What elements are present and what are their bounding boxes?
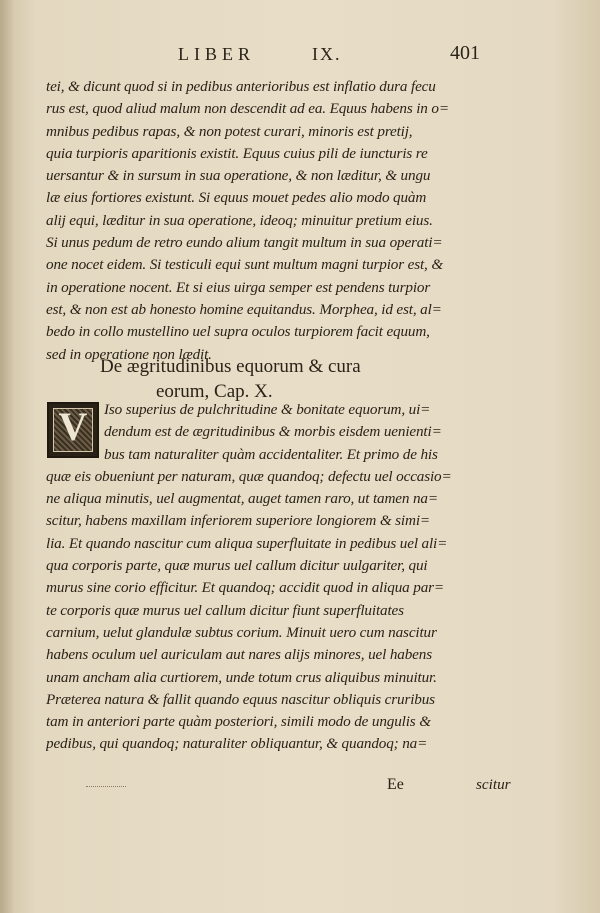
text-line: rus est, quod aliud malum non descendit ad ea. Equus habens in o= — [46, 100, 449, 118]
text-line: dendum est de ægritudinibus & morbis eisdem uenienti= — [104, 423, 442, 441]
chapter-text — [46, 399, 556, 756]
text-line: murus sine corio efficitur. Et quandoq; accidit quod in aliqua par= — [46, 579, 445, 597]
chapter-heading-line: De ægritudinibus equorum & cura — [100, 356, 361, 377]
text-line: bedo in collo mustellino uel supra oculos turpiorem facit equum, — [46, 323, 430, 341]
text-line: Præterea natura & fallit quando equus nascitur obliquis cruribus — [46, 690, 435, 708]
text-line: lia. Et quando nascitur cum aliqua superfluitate in pedibus uel ali= — [46, 534, 448, 552]
signature-mark: Ee — [387, 776, 404, 793]
text-line: bus tam naturaliter quàm accidentaliter. Et primo de his — [104, 445, 438, 463]
chapter-heading — [100, 355, 460, 405]
footer-ornament — [86, 782, 126, 787]
body-text — [46, 76, 546, 366]
text-line: quia turpioris aparitionis existit. Equus cuius pili de iuncturis re — [46, 144, 428, 162]
text-line: est, & non est ab honesto homine equitandus. Morphea, id est, al= — [46, 300, 442, 318]
initial-letter: V — [58, 404, 88, 449]
text-line: pedibus, qui quandoq; naturaliter obliquantur, & quandoq; na= — [46, 735, 428, 753]
catchword: scitur — [476, 776, 511, 793]
header-book-number: IX. — [312, 44, 342, 64]
text-line: alij equi, læditur in sua operatione, ideoq; minuitur pretium eius. — [46, 211, 433, 229]
text-line: mnibus pedibus rapas, & non potest curari, minoris est pretij, — [46, 122, 413, 140]
text-line: uersantur & in sursum in sua operatione, & non læditur, & ungu — [46, 167, 431, 185]
text-line: carnium, uelut glandulæ subtus corium. Minuit uero cum nascitur — [46, 623, 437, 641]
text-line: unam ancham alia curtiorem, unde totum crus aliquibus minuitur. — [46, 668, 437, 686]
text-line: scitur, habens maxillam inferiorem superiore longiorem & simi= — [46, 512, 430, 530]
text-line: sed in operatione non lædit. — [46, 345, 212, 363]
page-footer — [0, 776, 600, 800]
text-line: tam in anteriori parte quàm posteriori, simili modo de ungulis & — [46, 713, 431, 731]
header-book-title: LIBER — [178, 44, 255, 64]
text-line: Iso superius de pulchritudine & bonitate equorum, ui= — [104, 401, 431, 418]
text-line: qua corporis parte, quæ murus uel callum dicitur uulgariter, qui — [46, 557, 428, 575]
running-header — [60, 44, 530, 68]
text-line: tei, & dicunt quod si in pedibus anterioribus est inflatio dura fecu — [46, 78, 436, 95]
text-line: quæ eis obueniunt per naturam, quæ quandoq; defectu uel occasio= — [46, 467, 452, 485]
text-line: one nocet eidem. Si testiculi equi sunt multum magni turpior est, & — [46, 256, 444, 274]
text-line: læ eius fortiores existunt. Si equus mouet pedes alio modo quàm — [46, 189, 427, 207]
text-line: Si unus pedum de retro eundo alium tangit multum in sua operati= — [46, 234, 443, 252]
text-line: in operatione nocent. Et si eius uirga semper est pendens turpior — [46, 278, 431, 296]
chapter-heading-line: eorum, Cap. X. — [156, 381, 273, 402]
text-line: ne aliqua minutis, uel augmentat, auget tamen raro, ut tamen na= — [46, 490, 438, 508]
text-line: habens oculum uel auriculam aut nares alijs minores, uel habens — [46, 646, 432, 664]
text-line: te corporis quæ murus uel callum dicitur fiunt superfluitates — [46, 601, 404, 619]
page-number: 401 — [450, 42, 480, 64]
